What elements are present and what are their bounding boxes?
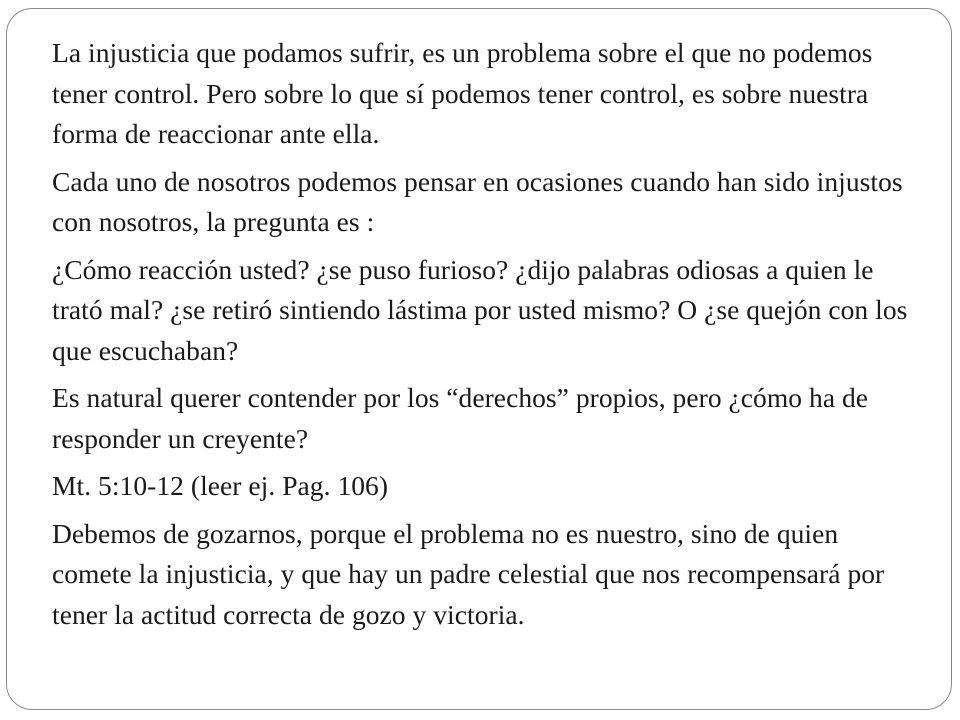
paragraph-scripture-reference: Mt. 5:10-12 (leer ej. Pag. 106) xyxy=(52,470,389,501)
paragraph-question-intro: Cada uno de nosotros podemos pensar en ocasiones cuando han sido injustos con nosotros, la pregunta es : xyxy=(52,165,903,237)
paragraph-reaction-questions: ¿Cómo reacción usted? ¿se puso furioso? ¿dijo palabras odiosas a quien le trató mal? ¿se retiró sintiendo lástima por usted mismo? O ¿se quejón con los que escuchaban? xyxy=(52,253,908,366)
paragraph-injustice-control: La injusticia que podamos sufrir, es un problema sobre el que no podemos tener control. Pero sobre lo que sí podemos tener control, es sobre nuestra forma de reaccionar ante ella. xyxy=(52,37,873,149)
paragraph-rejoice-conclusion: Debemos de gozarnos, porque el problema no es nuestro, sino de quien comete la injusticia, y que hay un padre celestial que nos recompensará por tener la actitud correcta de gozo y victoria. xyxy=(52,517,885,630)
paragraph-believer-response: Es natural querer contender por los “derechos” propios, pero ¿cómo ha de responder un creyente? xyxy=(52,382,869,454)
slide-body xyxy=(52,33,920,642)
